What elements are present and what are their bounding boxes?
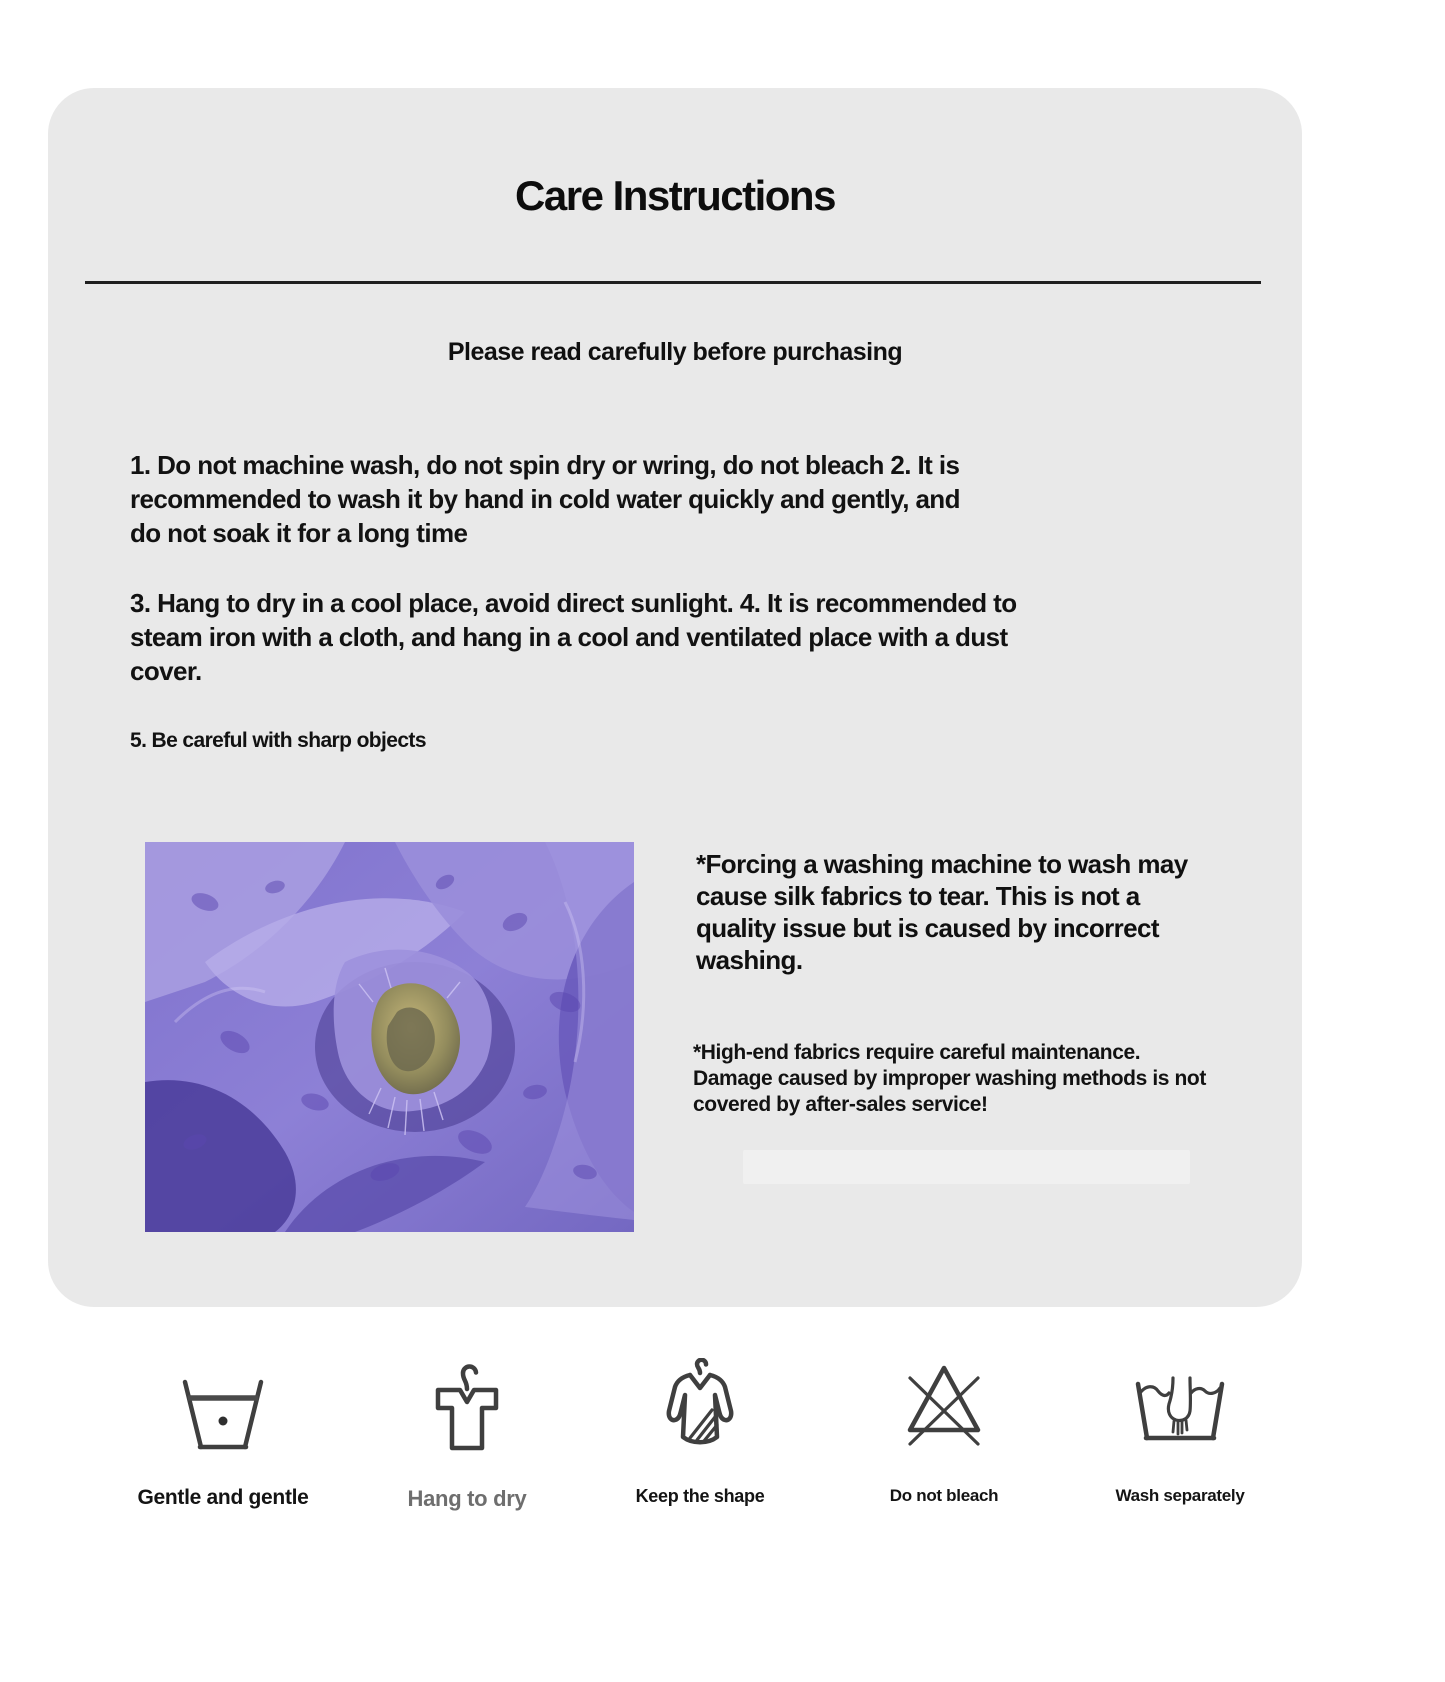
instruction-line: 3. Hang to dry in a cool place, avoid direct sunlight. 4. It is recommended to	[130, 588, 1017, 618]
warning-line: covered by after-sales service!	[693, 1093, 988, 1116]
wash-separately-hand-icon	[1133, 1352, 1227, 1454]
warning-line: *High-end fabrics require careful maintenance.	[693, 1041, 1141, 1064]
hang-to-dry-shirt-icon	[424, 1352, 510, 1454]
care-symbol-label: Gentle and gentle	[137, 1486, 309, 1509]
warning-primary	[696, 848, 1188, 976]
care-card	[48, 88, 1302, 1307]
care-symbol-label: Wash separately	[1115, 1486, 1245, 1505]
divider-line	[85, 281, 1261, 284]
care-symbol-hang-to-dry	[342, 1352, 592, 1512]
care-symbol-label: Do not bleach	[889, 1486, 999, 1505]
warning-line: quality issue but is caused by incorrect	[696, 913, 1159, 943]
instruction-items-3-4	[130, 586, 1017, 688]
instruction-line: do not soak it for a long time	[130, 518, 468, 548]
warning-line: washing.	[696, 945, 803, 975]
warning-line: *Forcing a washing machine to wash may	[696, 849, 1188, 879]
care-symbol-label: Hang to dry	[407, 1486, 527, 1511]
wash-basin-dot-glyph	[177, 1378, 269, 1454]
fabric-photo	[145, 842, 634, 1232]
fabric-photo-illustration	[145, 842, 634, 1232]
instruction-line: 1. Do not machine wash, do not spin dry or wring, do not bleach 2. It is	[130, 450, 960, 480]
garment-hanger-stripes-glyph	[654, 1358, 746, 1454]
shirt-hanger-glyph	[424, 1362, 510, 1454]
care-symbol-do-not-bleach	[819, 1352, 1069, 1506]
instruction-line: steam iron with a cloth, and hang in a cool and ventilated place with a dust	[130, 622, 1008, 652]
do-not-bleach-triangle-icon	[898, 1352, 990, 1454]
instruction-line: recommended to wash it by hand in cold water quickly and gently, and	[130, 484, 960, 514]
gentle-wash-basin-icon	[177, 1352, 269, 1454]
care-symbol-label: Keep the shape	[635, 1486, 765, 1506]
keep-shape-garment-icon	[654, 1352, 746, 1454]
warning-line: Damage caused by improper washing methods is not	[693, 1067, 1206, 1090]
warning-line: cause silk fabrics to tear. This is not a	[696, 881, 1140, 911]
subtitle: Please read carefully before purchasing	[447, 338, 903, 366]
instruction-line: cover.	[130, 656, 202, 686]
care-symbol-gentle-wash	[98, 1352, 348, 1510]
instruction-item-5: 5. Be careful with sharp objects	[130, 729, 426, 752]
warning-secondary	[693, 1040, 1206, 1118]
instruction-items-1-2	[130, 448, 960, 550]
care-symbol-keep-shape	[575, 1352, 825, 1507]
care-symbols-row	[0, 1352, 1445, 1542]
hand-wash-basin-glyph	[1133, 1374, 1227, 1454]
watermark-strip	[743, 1150, 1190, 1184]
care-symbol-wash-separately	[1055, 1352, 1305, 1506]
page-title: Care Instructions	[515, 172, 835, 219]
crossed-triangle-glyph	[898, 1358, 990, 1454]
